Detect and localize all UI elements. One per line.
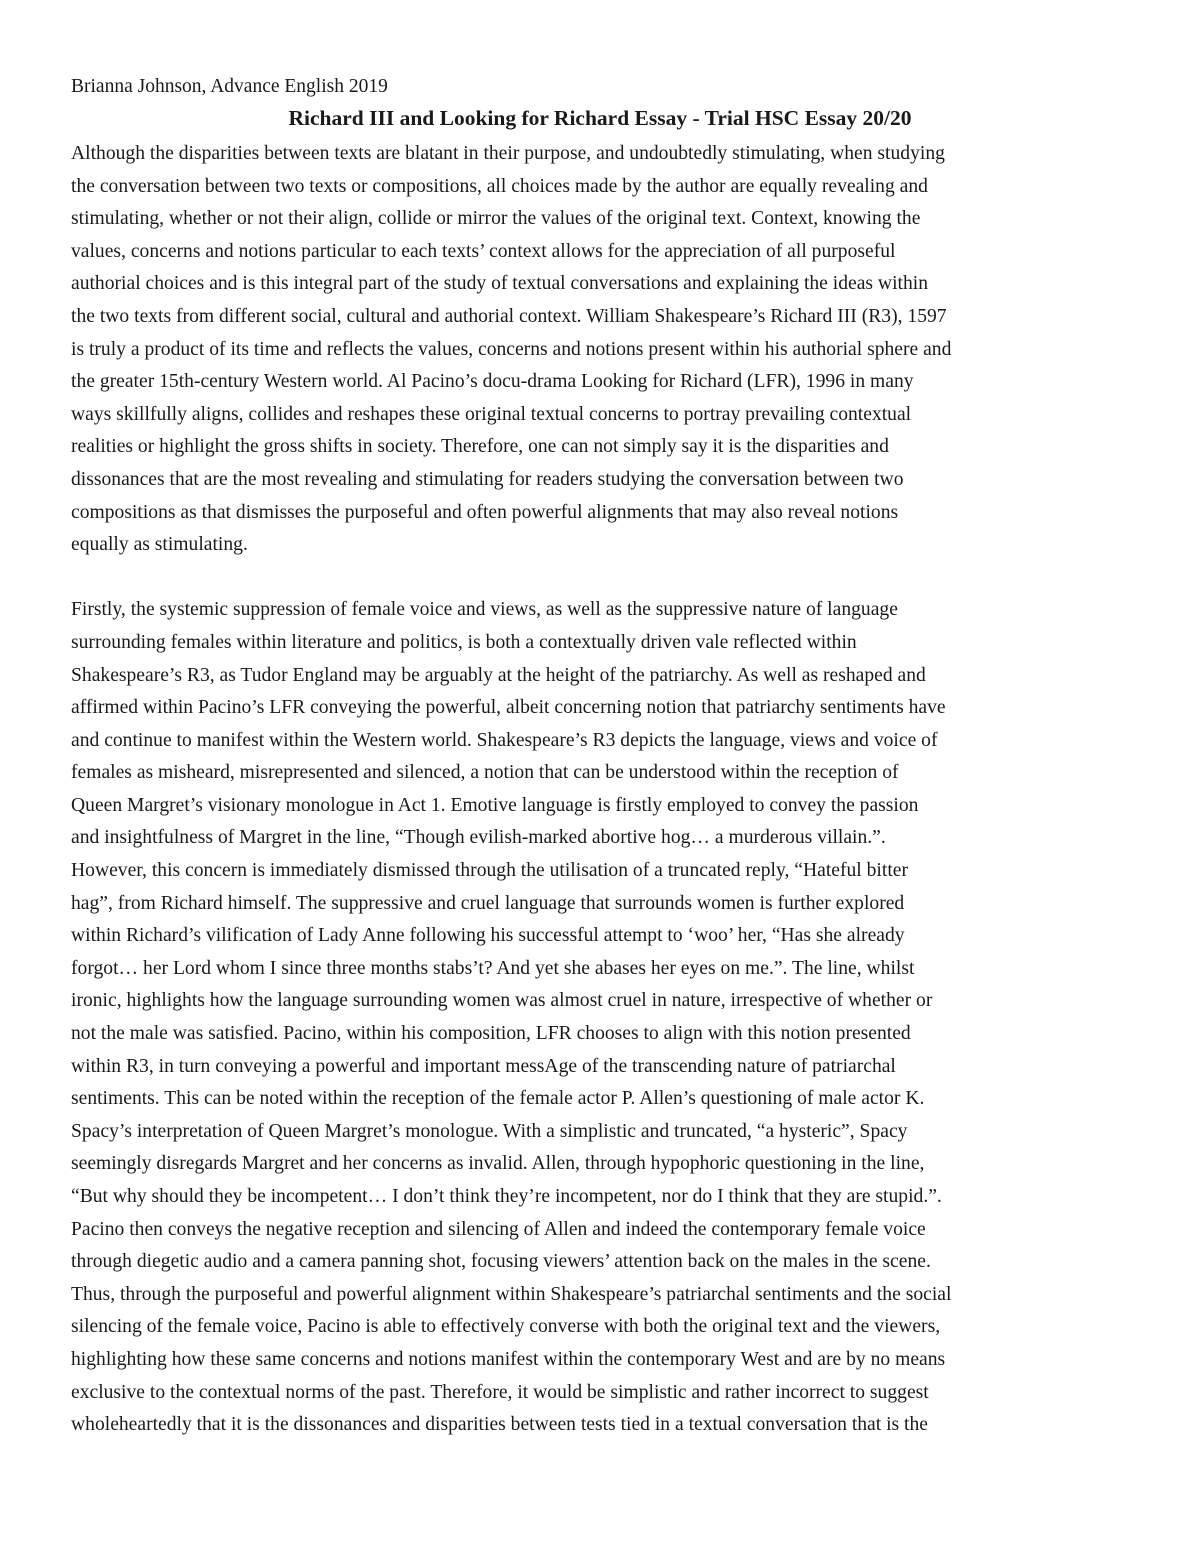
author-line: Brianna Johnson, Advance English 2019 [71,76,388,97]
essay-paragraph [71,594,1129,1441]
paragraph-line: is truly a product of its time and reflects the values, concerns and notions present within his authorial sphere and [71,338,952,360]
paragraph-line: and insightfulness of Margret in the line, “Though evilish-marked abortive hog… a murderous villain.”. [71,827,886,849]
paragraph-line: realities or highlight the gross shifts in society. Therefore, one can not simply say it is the disparities and [71,436,889,458]
paragraph-gap [71,562,1129,595]
paragraph-line: the two texts from different social, cultural and authorial context. William Shakespeare’s Richard III (R3), 1597 [71,305,947,327]
paragraph-line: not the male was satisfied. Pacino, within his composition, LFR chooses to align with this notion presented [71,1023,911,1045]
paragraph-line: Shakespeare’s R3, as Tudor England may be arguably at the height of the patriarchy. As well as reshaped and [71,664,926,686]
paragraph-line: wholeheartedly that it is the dissonances and disparities between tests tied in a textual conversation that is the [71,1414,928,1436]
paragraph-line: Although the disparities between texts are blatant in their purpose, and undoubtedly stimulating, when studying [71,143,945,164]
paragraph-line: stimulating, whether or not their align, collide or mirror the values of the original text. Context, knowing the [71,208,921,230]
paragraph-line: the conversation between two texts or compositions, all choices made by the author are equally revealing and [71,175,928,197]
paragraph-line: sentiments. This can be noted within the reception of the female actor P. Allen’s questioning of male actor K. [71,1088,925,1110]
paragraph-line: silencing of the female voice, Pacino is able to effectively converse with both the original text and the viewers, [71,1316,941,1338]
essay-title: Richard III and Looking for Richard Essay - Trial HSC Essay 20/20 [288,106,912,130]
paragraph-line: Thus, through the purposeful and powerful alignment within Shakespeare’s patriarchal sentiments and the social [71,1283,952,1305]
paragraph-line: dissonances that are the most revealing and stimulating for readers studying the conversation between two [71,468,904,490]
paragraph-line: seemingly disregards Margret and her concerns as invalid. Allen, through hypophoric questioning in the line, [71,1153,925,1175]
paragraph-line: authorial choices and is this integral part of the study of textual conversations and explaining the ideas within [71,273,929,295]
paragraph-line: highlighting how these same concerns and notions manifest within the contemporary West and are by no means [71,1348,946,1370]
paragraph-line: ways skillfully aligns, collides and reshapes these original textual concerns to portray prevailing contextual [71,403,912,425]
paragraph-line: equally as stimulating. [71,534,248,556]
paragraph-line: within Richard’s vilification of Lady Anne following his successful attempt to ‘woo’ her, “Has she already [71,925,905,947]
paragraph-line: hag”, from Richard himself. The suppressive and cruel language that surrounds women is further explored [71,892,905,914]
paragraph-line: values, concerns and notions particular to each texts’ context allows for the appreciation of all purposeful [71,240,896,262]
paragraph-line: the greater 15th-century Western world. Al Pacino’s docu-drama Looking for Richard (LFR), 1996 in many [71,371,914,393]
paragraph-line: Queen Margret’s visionary monologue in Act 1. Emotive language is firstly employed to convey the passion [71,794,919,816]
paragraph-line: within R3, in turn conveying a powerful and important messAge of the transcending nature of patriarchal [71,1055,896,1077]
paragraph-line: surrounding females within literature and politics, is both a contextually driven vale reflected within [71,631,857,653]
paragraph-line: Spacy’s interpretation of Queen Margret’s monologue. With a simplistic and truncated, “a hysteric”, Spacy [71,1120,908,1142]
paragraph-line: compositions as that dismisses the purposeful and often powerful alignments that may also reveal notions [71,501,899,523]
paragraph-line: through diegetic audio and a camera panning shot, focusing viewers’ attention back on the males in the scene. [71,1251,931,1273]
paragraph-line: forgot… her Lord whom I since three months stabs’t? And yet she abases her eyes on me.”. The line, whilst [71,957,915,979]
document-page [71,72,1129,1442]
essay-paragraph [71,138,1129,562]
paragraph-line: exclusive to the contextual norms of the past. Therefore, it would be simplistic and rather incorrect to suggest [71,1381,929,1403]
paragraph-line: ironic, highlights how the language surrounding women was almost cruel in nature, irrespective of whether or [71,990,933,1012]
paragraph-line: “But why should they be incompetent… I don’t think they’re incompetent, nor do I think that they are stupid.”. [71,1186,942,1207]
paragraph-line: However, this concern is immediately dismissed through the utilisation of a truncated reply, “Hateful bitter [71,860,908,882]
paragraph-line: affirmed within Pacino’s LFR conveying the powerful, albeit concerning notion that patriarchy sentiments have [71,697,946,719]
paragraph-line: Pacino then conveys the negative reception and silencing of Allen and indeed the contemporary female voice [71,1218,926,1240]
paragraph-line: and continue to manifest within the Western world. Shakespeare’s R3 depicts the language, views and voice of [71,729,938,751]
paragraph-line: females as misheard, misrepresented and silenced, a notion that can be understood within the reception of [71,762,899,784]
paragraph-line: Firstly, the systemic suppression of female voice and views, as well as the suppressive nature of language [71,599,898,621]
essay-body [71,138,1129,1442]
